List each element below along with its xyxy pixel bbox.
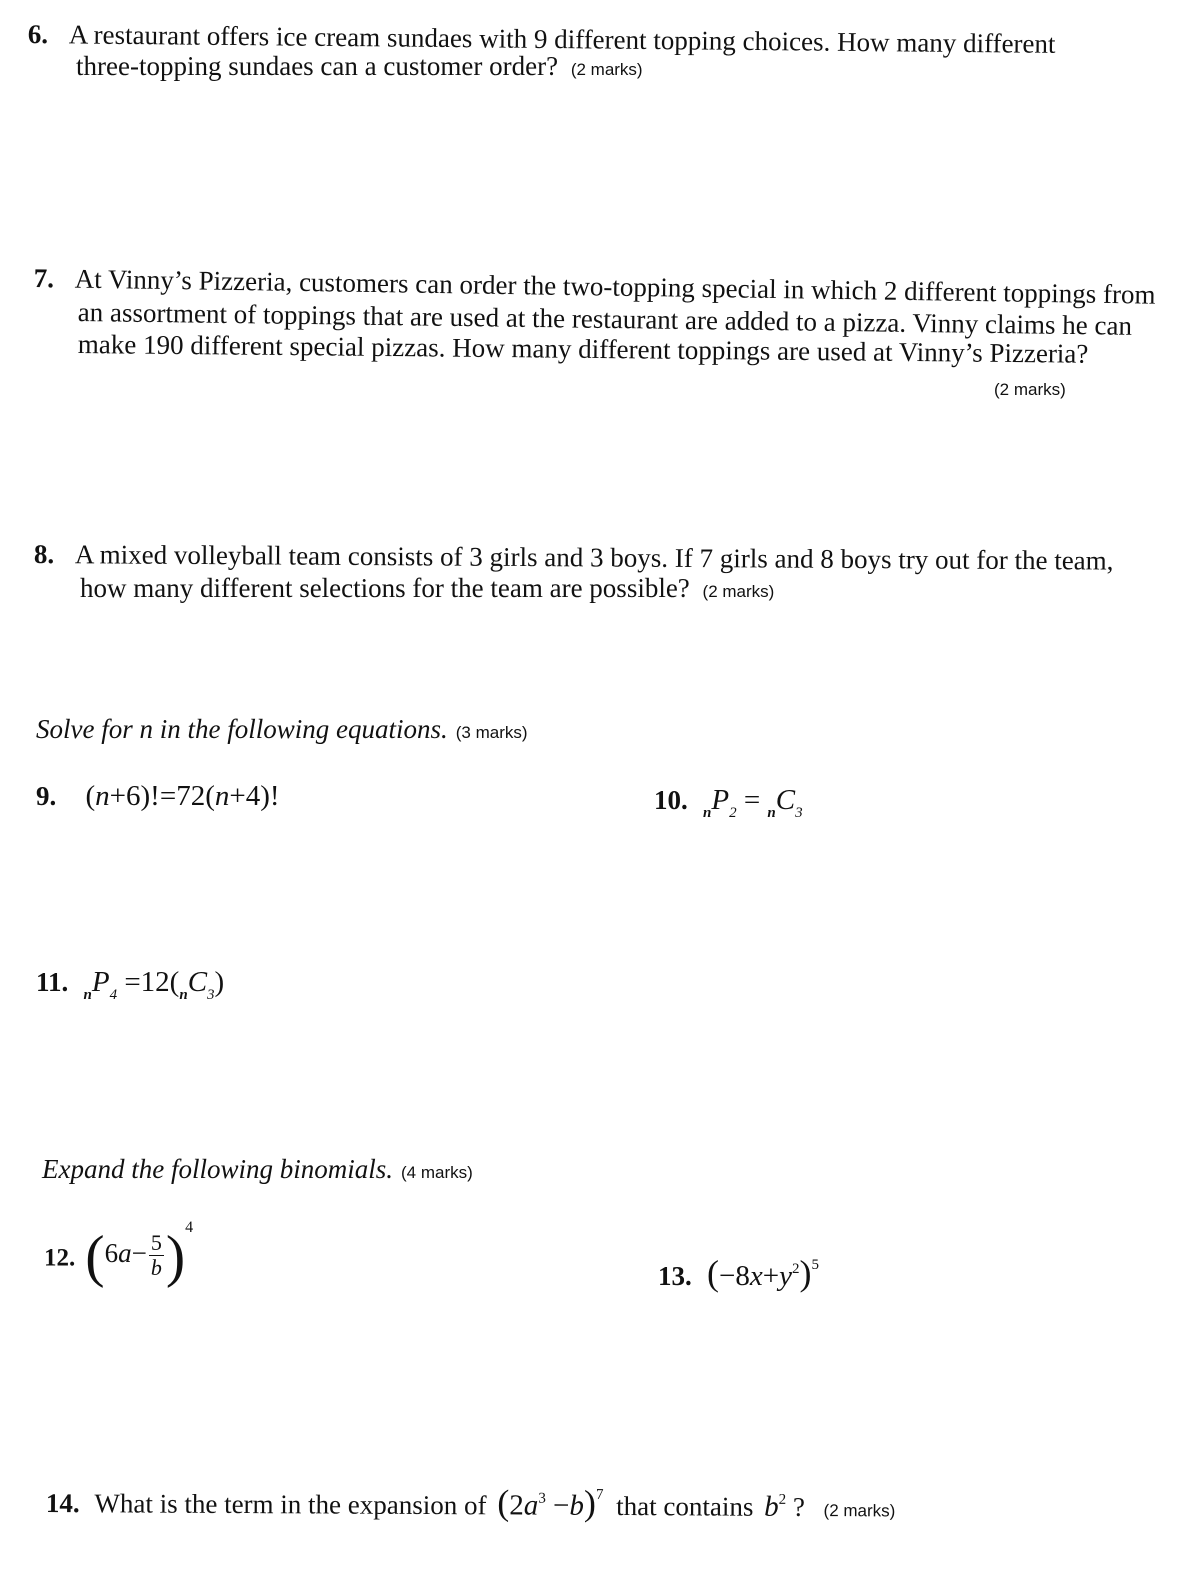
question-14-question-mark: ? — [792, 1491, 805, 1522]
question-10-number: 10. — [654, 785, 688, 815]
question-10 — [654, 784, 803, 821]
question-12-expression: (6a− $\frac{5}{b}$ )$^4$ — [85, 1218, 194, 1288]
question-14-term: $b^2$ — [764, 1490, 787, 1523]
question-6-marks: (2 marks) — [570, 60, 643, 79]
question-8-line-2-wrap — [80, 572, 774, 608]
question-14-text-before: What is the term in the expansion of — [94, 1488, 487, 1521]
question-7-number: 7. — [33, 262, 55, 294]
question-6-line-1: A restaurant offers ice cream sundaes with 9 different topping choices. How many different — [68, 19, 1056, 59]
question-9-equation: (n+6)!=72(n+4)! — [85, 780, 280, 812]
question-7-line-1: At Vinny’s Pizzeria, customers can order the two-topping special in which 2 different toppings from — [74, 263, 1156, 310]
question-9 — [36, 780, 280, 813]
question-9-number: 9. — [36, 781, 57, 811]
question-8-line-2: how many different selections for the team are possible? — [80, 573, 690, 603]
question-12 — [44, 1218, 194, 1302]
question-14-marks: (2 marks) — [823, 1501, 896, 1521]
question-14-text-after: that contains — [616, 1490, 754, 1522]
question-7-line-3: make 190 different special pizzas. How many different toppings are used at Vinny’s Pizzeria? — [77, 328, 1089, 369]
section-expand-marks: (4 marks) — [401, 1163, 473, 1182]
section-solve-heading — [36, 714, 528, 745]
question-11 — [36, 966, 225, 1003]
question-6-number: 6. — [27, 18, 49, 50]
question-11-number: 11. — [36, 967, 69, 997]
section-solve-marks: (3 marks) — [455, 723, 528, 742]
section-expand-title: Expand the following binomials. — [42, 1154, 393, 1184]
question-13-number: 13. — [658, 1261, 692, 1291]
question-14 — [46, 1484, 896, 1529]
question-7-marks: (2 marks) — [994, 380, 1066, 399]
section-expand-heading — [42, 1154, 473, 1185]
question-13-expression: $(-8x+y^2)^5$ — [707, 1253, 819, 1293]
question-12-number: 12. — [44, 1244, 76, 1272]
question-6-line-2: three-topping sundaes can a customer order? — [76, 51, 559, 81]
question-8-number: 8. — [33, 539, 55, 570]
question-11-equation: $_nP_4 =12(_nC_3)$ — [83, 966, 225, 1003]
question-14-expression: $(2a^3 -b)^7$ — [497, 1482, 604, 1523]
section-solve-title: Solve for n in the following equations. — [36, 714, 448, 744]
question-7-line-2: an assortment of toppings that are used at the restaurant are added to a pizza. Vinny claims he can — [77, 296, 1133, 341]
question-10-equation: $_nP_2 = _nC_3$ — [703, 784, 803, 821]
question-14-number: 14. — [45, 1488, 80, 1519]
question-13 — [658, 1252, 819, 1294]
question-8-line-1: A mixed volleyball team consists of 3 girls and 3 boys. If 7 girls and 8 boys try out for the team, — [74, 539, 1114, 576]
question-8-marks: (2 marks) — [702, 582, 775, 601]
question-6-line-2-wrap — [76, 50, 643, 86]
